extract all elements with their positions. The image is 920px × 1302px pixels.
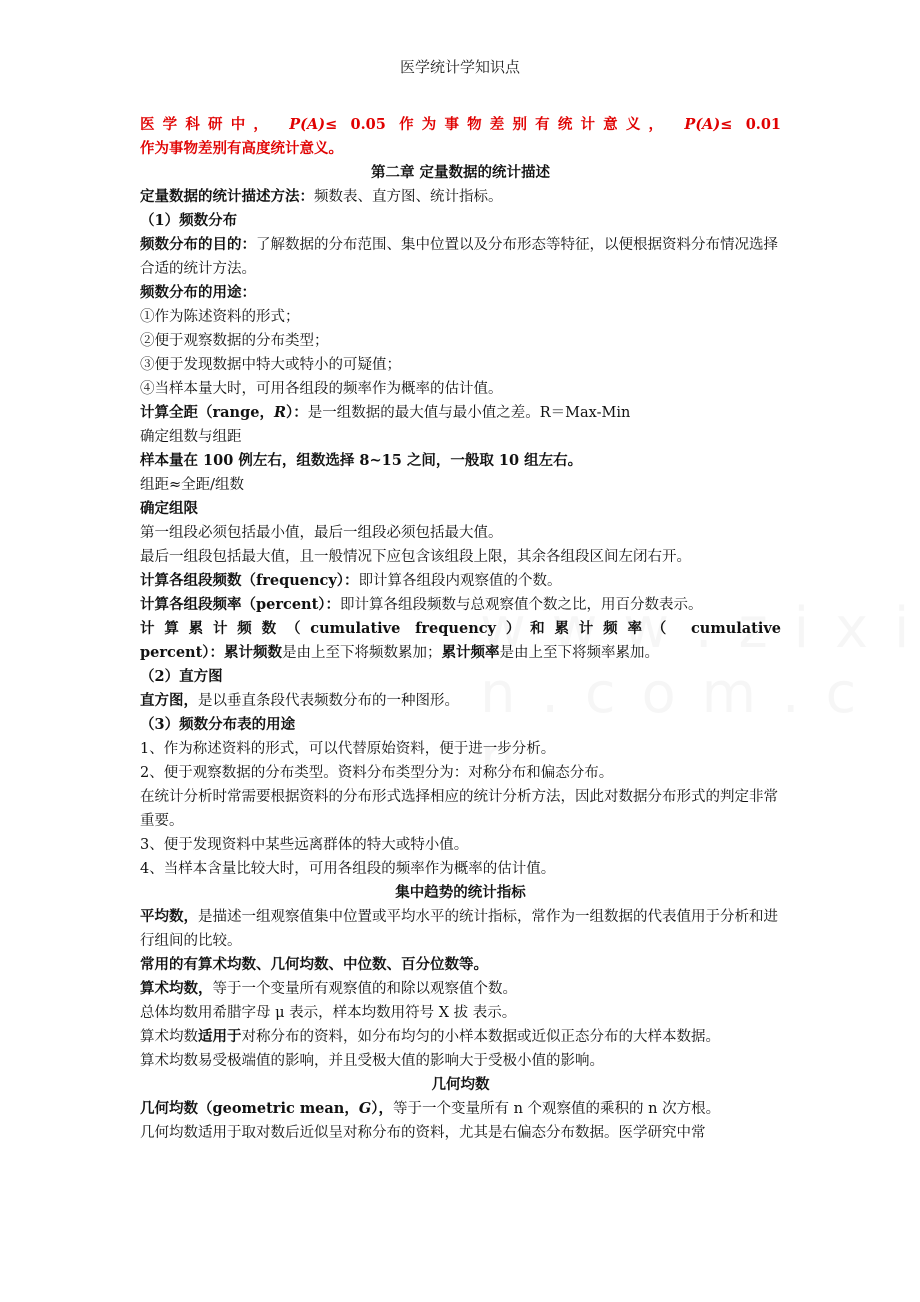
sensitivity-line: 算术均数易受极端值的影响，并且受极大值的影响大于受极小值的影响。 — [140, 1053, 604, 1069]
percent-text: 即计算各组段频数与总观察值个数之比，用百分数表示。 — [340, 597, 703, 613]
intro-pa-2: P(A)≤ — [684, 116, 733, 133]
range-symbol: R — [273, 404, 287, 421]
arithmetic-text: 等于一个变量所有观察值的和除以观察值个数。 — [212, 981, 517, 997]
geometric-label: 几何均数（geometric mean， — [140, 1100, 359, 1117]
methods-line — [140, 185, 781, 209]
purpose-paragraph — [140, 233, 781, 281]
applies-line — [140, 1025, 781, 1049]
geometric-symbol: G — [358, 1100, 372, 1117]
section-2-heading: （2）直方图 — [140, 668, 223, 685]
use-item-1: ①作为陈述资料的形式； — [140, 309, 300, 325]
cumulative-label-2: 累计频率 — [441, 644, 500, 661]
sample-line: 样本量在 100 例左右，组数选择 8~15 之间，一般取 10 组左右。 — [140, 452, 583, 469]
cumulative-text-1: 是由上至下将频数累加； — [282, 645, 442, 661]
arithmetic-mean-line — [140, 977, 781, 1001]
percent-line — [140, 593, 781, 617]
histogram-label: 直方图， — [140, 692, 198, 709]
intro-line-2: 作为事物差别有高度统计意义。 — [140, 140, 343, 157]
use-item-2: ②便于观察数据的分布类型； — [140, 333, 329, 349]
document-body — [140, 113, 781, 1145]
section-3-heading: （3）频数分布表的用途 — [140, 716, 296, 733]
table-use-1: 1、作为称述资料的形式，可以代替原始资料，便于进一步分析。 — [140, 741, 556, 757]
mean-label: 平均数， — [140, 908, 198, 925]
cumulative-line-2 — [140, 641, 781, 665]
range-label: 计算全距（range， — [140, 404, 274, 421]
cumulative-label: percent）：累计频数 — [140, 644, 283, 661]
table-use-2: 2、便于观察数据的分布类型。资料分布类型分为：对称分布和偏态分布。 — [140, 765, 614, 781]
table-use-2-detail: 在统计分析时常需要根据资料的分布形式选择相应的统计分析方法，因此对数据分布形式的判定非常重要。 — [140, 789, 778, 829]
purpose-label: 频数分布的目的： — [140, 236, 256, 253]
methods-text: 频数表、直方图、统计指标。 — [314, 189, 503, 205]
applies-text: 对称分布的资料，如分布均匀的小样本数据或近似正态分布的大样本数据。 — [241, 1029, 720, 1045]
frequency-label: 计算各组段频数（frequency）： — [140, 572, 359, 589]
section-1-heading: （1）频数分布 — [140, 212, 238, 229]
interval-line: 组距≈全距/组数 — [140, 477, 245, 493]
geometric-text: 等于一个变量所有 n 个观察值的乘积的 n 次方根。 — [392, 1101, 721, 1117]
intro-text-a: 医学科研中， — [140, 116, 277, 133]
limits-heading: 确定组限 — [140, 500, 198, 517]
applies-subject: 算术均数 — [140, 1029, 198, 1045]
intro-text-d: 作为事物差别有统计意义， — [399, 116, 672, 133]
use-item-4: ④当样本量大时，可用各组段的频率作为概率的估计值。 — [140, 381, 503, 397]
central-tendency-title: 集中趋势的统计指标 — [395, 884, 526, 901]
limit-line-2: 最后一组段包括最大值，且一般情况下应包含该组段上限，其余各组段区间左闭右开。 — [140, 549, 691, 565]
use-item-3: ③便于发现数据中特大或特小的可疑值； — [140, 357, 401, 373]
cumulative-line-1: 计算累计频数（cumulative frequency）和累计频率（ cumulative — [140, 620, 781, 637]
purpose-text: 了解数据的分布范围、集中位置以及分布形态等特征，以便根据资料分布情况选择合适的统计方法。 — [140, 237, 778, 277]
range-line — [140, 401, 781, 425]
mean-definition — [140, 905, 781, 953]
geometric-mean-title: 几何均数 — [431, 1076, 490, 1093]
chapter-title: 第二章 定量数据的统计描述 — [370, 164, 551, 181]
limit-line-1: 第一组段必须包括最小值，最后一组段必须包括最大值。 — [140, 525, 503, 541]
geometric-label-end: ）， — [371, 1100, 393, 1117]
mean-text: 是描述一组观察值集中位置或平均水平的统计指标，常作为一组数据的代表值用于分析和进行组间的比较。 — [140, 909, 778, 949]
common-measures: 常用的有算术均数、几何均数、中位数、百分位数等。 — [140, 956, 488, 973]
intro-value-1: 0.05 — [350, 116, 386, 133]
table-use-3: 3、便于发现资料中某些远离群体的特大或特小值。 — [140, 837, 469, 853]
page-header: 医学统计学知识点 — [399, 58, 520, 76]
cumulative-text-2: 是由上至下将频率累加。 — [499, 645, 660, 661]
range-text: 是一组数据的最大值与最小值之差。R＝Max-Min — [307, 405, 631, 421]
intro-line-1 — [140, 113, 781, 137]
arithmetic-label: 算术均数， — [140, 980, 213, 997]
range-label-end: ）： — [286, 404, 308, 421]
frequency-text: 即计算各组段内观察值的个数。 — [358, 573, 562, 589]
histogram-text: 是以垂直条段代表频数分布的一种图形。 — [198, 693, 459, 709]
intro-value-2: 0.01 — [745, 116, 782, 133]
geometric-definition — [140, 1097, 781, 1121]
methods-label: 定量数据的统计描述方法： — [140, 188, 314, 205]
intro-pa-1: P(A)≤ — [289, 116, 338, 133]
table-use-4: 4、当样本含量比较大时，可用各组段的频率作为概率的估计值。 — [140, 861, 556, 877]
percent-label: 计算各组段频率（percent）： — [140, 596, 341, 613]
group-line: 确定组数与组距 — [140, 429, 242, 445]
uses-heading: 频数分布的用途： — [140, 284, 256, 301]
symbol-line: 总体均数用希腊字母 μ 表示，样本均数用符号 X 拔 表示。 — [140, 1005, 517, 1021]
geometric-use-line: 几何均数适用于取对数后近似呈对称分布的资料，尤其是右偏态分布数据。医学研究中常 — [140, 1125, 706, 1141]
applies-keyword: 适用于 — [198, 1028, 242, 1045]
frequency-line — [140, 569, 781, 593]
histogram-line — [140, 689, 781, 713]
